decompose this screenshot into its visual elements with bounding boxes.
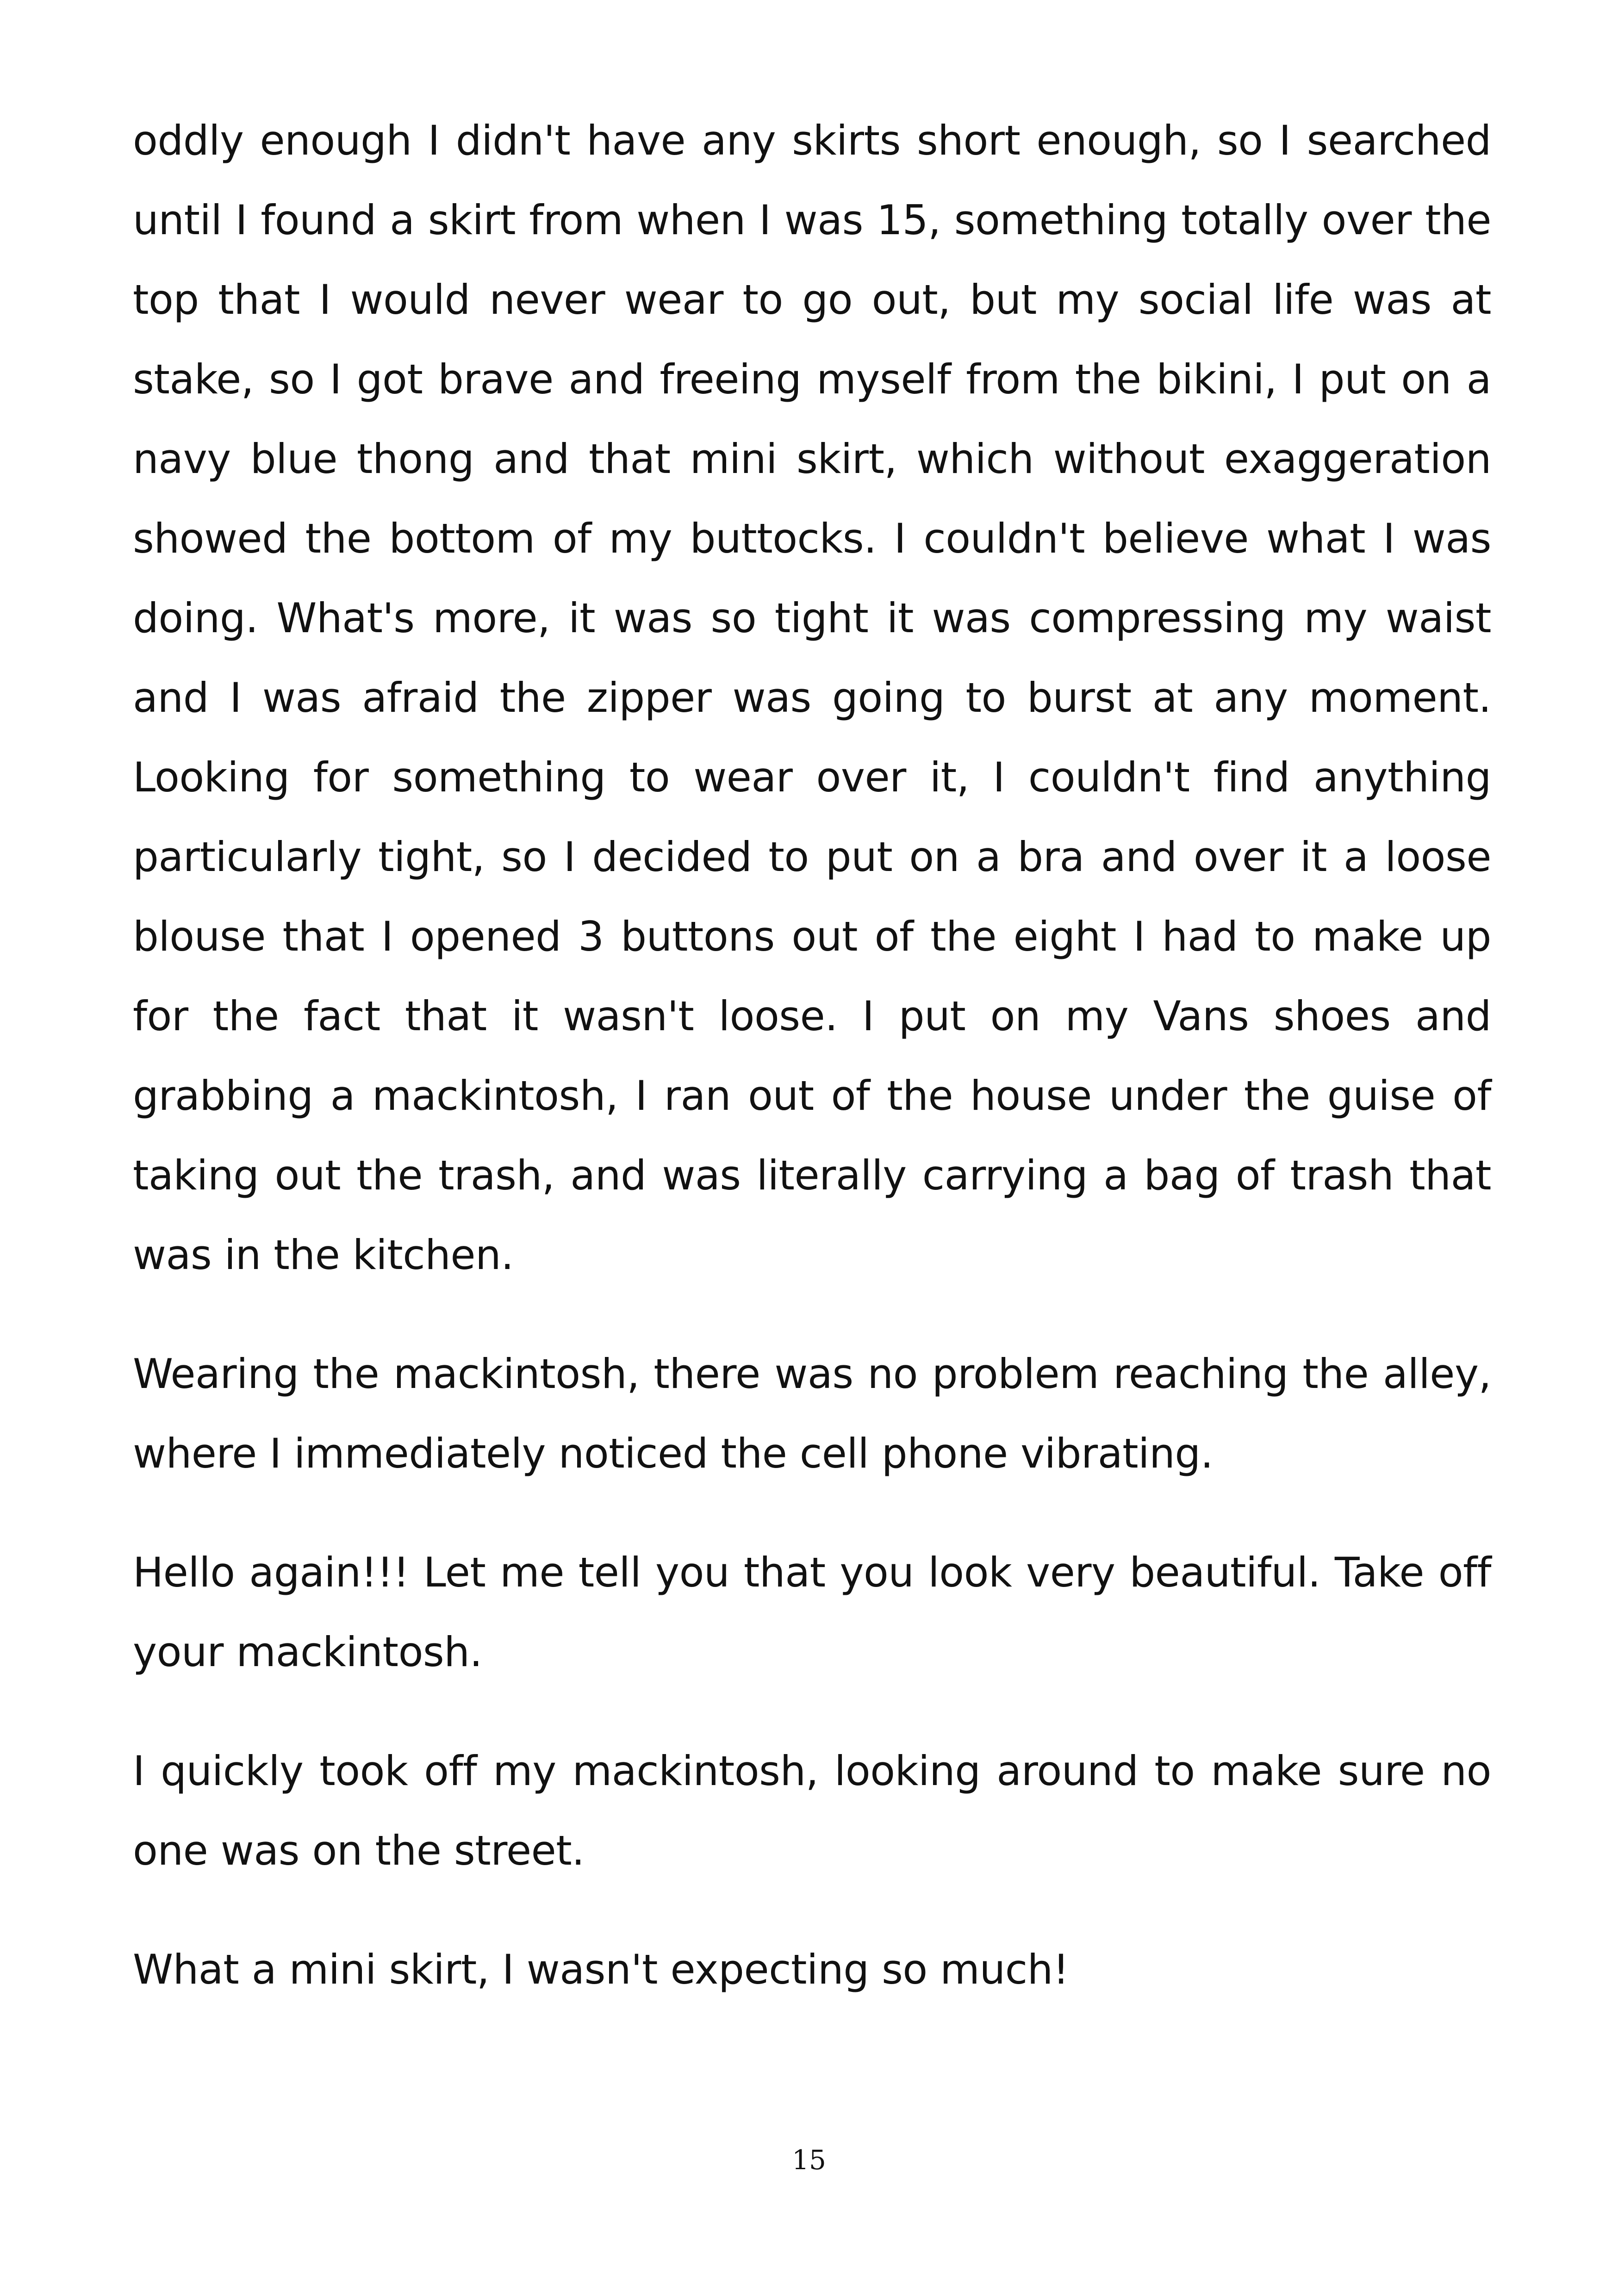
paragraph-2: Wearing the mackintosh, there was no problem reaching the alley, where I immediately noticed the cell phone vibrating.: [133, 1350, 1491, 1477]
paragraph-3: Hello again!!! Let me tell you that you look very beautiful. Take off your mackintosh.: [133, 1549, 1491, 1676]
page-number: 15: [792, 2144, 826, 2176]
paragraph-4: I quickly took off my mackintosh, looking around to make sure no one was on the street.: [133, 1747, 1491, 1874]
paragraph-1: oddly enough I didn't have any skirts short enough, so I searched until I found a skirt from when I was 15, something totally over the top that I would never wear to go out, but my social life was at stake, so I got brave and freeing myself from the bikini, I put on a navy blue thong and that mini skirt, which without exaggeration showed the bottom of my buttocks. I couldn't believe what I was doing. What's more, it was so tight it was compressing my waist and I was afraid the zipper was going to burst at any moment. Looking for something to wear over it, I couldn't find anything particularly tight, so I decided to put on a bra and over it a loose blouse that I opened 3 buttons out of the eight I had to make up for the fact that it wasn't loose. I put on my Vans shoes and grabbing a mackintosh, I ran out of the house under the guise of taking out the trash, and was literally carrying a bag of trash that was in the kitchen.: [133, 117, 1491, 1279]
body-text: [133, 101, 1491, 2010]
paragraph-5: What a mini skirt, I wasn't expecting so much!: [133, 1946, 1069, 1993]
